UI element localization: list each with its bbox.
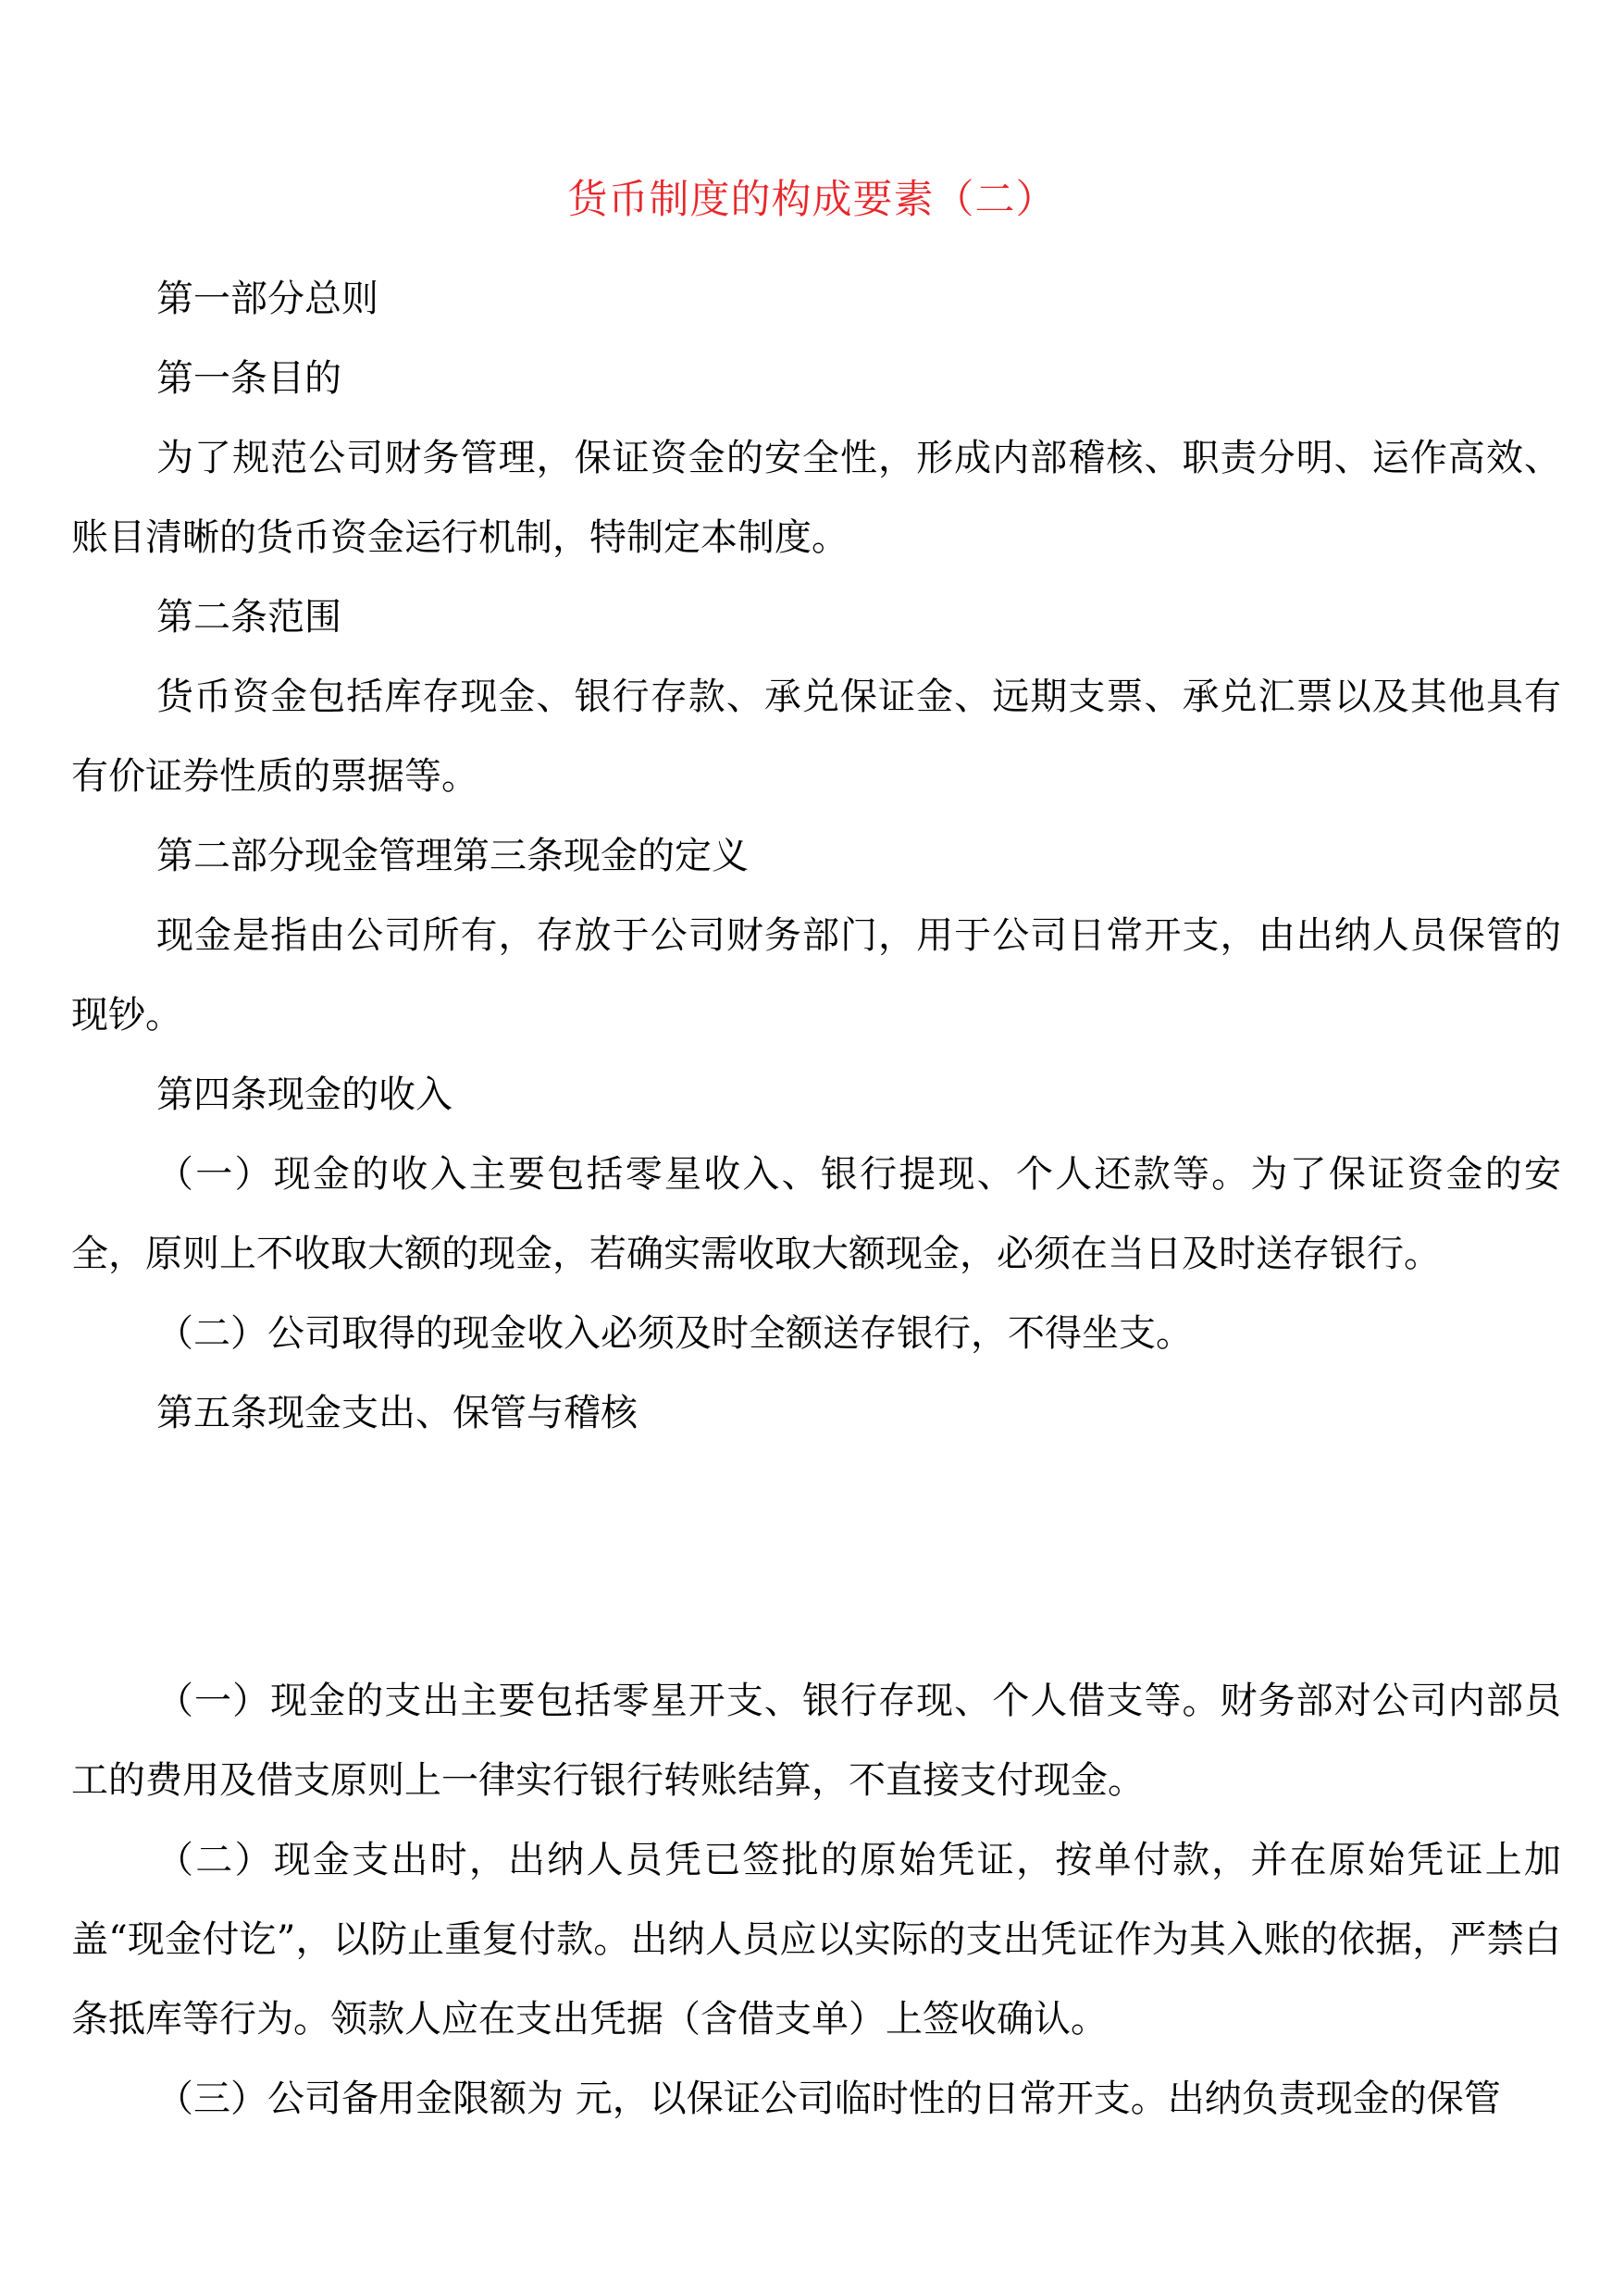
- paragraph-cash-expense-3: （三）公司备用金限额为 元，以保证公司临时性的日常开支。出纳负责现金的保管: [156, 2078, 1501, 2120]
- article-heading-cash-expense: 第五条现金支出、保管与稽核: [156, 1392, 638, 1434]
- paragraph-cash-expense-1: （一）现金的支出主要包括零星开支、银行存现、个人借支等。财务部对公司内部员工的费用及借支原则上一律实行银行转账结算，不直接支付现金。: [71, 1680, 1561, 1802]
- section-heading-general: 第一部分总则: [156, 278, 378, 320]
- paragraph-cash-income-1: （一）现金的收入主要包括零星收入、银行提现、个人还款等。为了保证资金的安全，原则上不收取大额的现金，若确实需收取大额现金，必须在当日及时送存银行。: [71, 1153, 1561, 1275]
- paragraph-cash-definition: 现金是指由公司所有，存放于公司财务部门，用于公司日常开支，由出纳人员保管的现钞。: [71, 914, 1561, 1036]
- paragraph-cash-income-2: （二）公司取得的现金收入必须及时全额送存银行，不得坐支。: [156, 1312, 1193, 1355]
- document-title: 货币制度的构成要素（二）: [567, 177, 1057, 223]
- article-heading-purpose: 第一条目的: [156, 357, 341, 400]
- section-heading-cash-management: 第二部分现金管理第三条现金的定义: [156, 835, 749, 877]
- paragraph-purpose: 为了规范公司财务管理，保证资金的安全性，形成内部稽核、职责分明、运作高效、账目清晰的货币资金运行机制，特制定本制度。: [71, 437, 1561, 559]
- article-heading-scope: 第二条范围: [156, 596, 341, 639]
- article-heading-cash-income: 第四条现金的收入: [156, 1073, 452, 1116]
- paragraph-scope: 货币资金包括库存现金、银行存款、承兑保证金、远期支票、承兑汇票以及其他具有有价证券性质的票据等。: [71, 676, 1561, 798]
- paragraph-cash-expense-2: （二）现金支出时，出纳人员凭已签批的原始凭证，按单付款，并在原始凭证上加盖“现金付讫”，以防止重复付款。出纳人员应以实际的支出凭证作为其入账的依据，严禁白条抵库等行为。领款人应在支出凭据（含借支单）上签收确认。: [71, 1839, 1561, 2041]
